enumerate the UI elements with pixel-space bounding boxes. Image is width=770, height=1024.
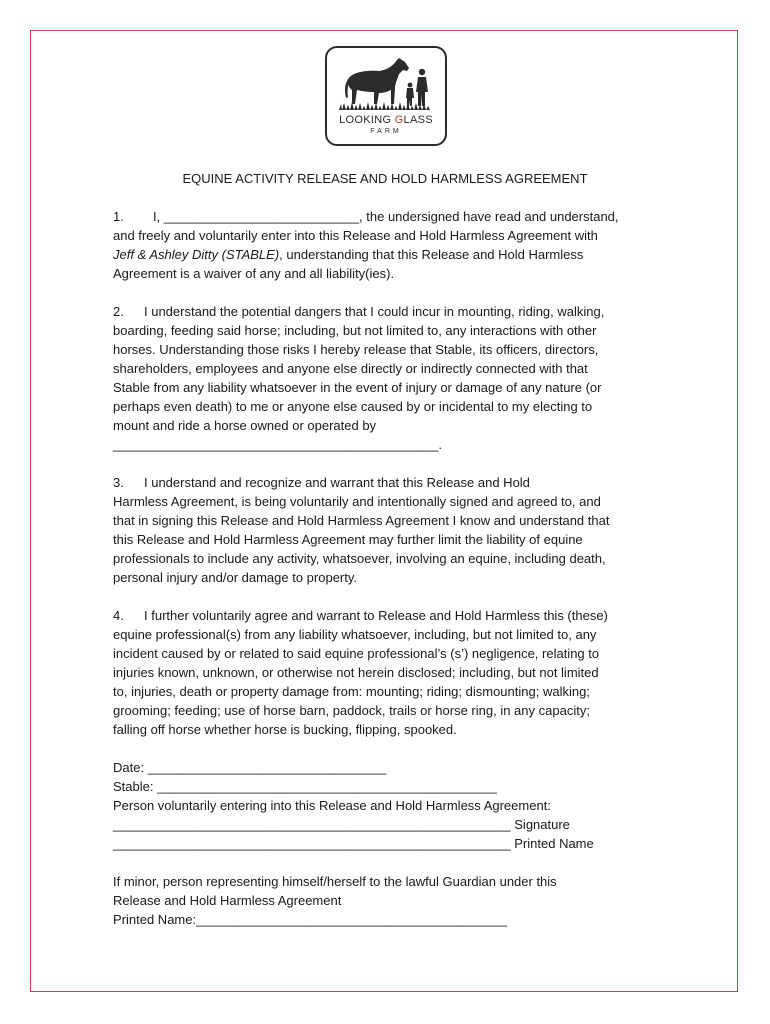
minor-line: If minor, person representing himself/herself to the lawful Guardian under this (113, 874, 557, 889)
section-3-line: Harmless Agreement, is being voluntarily and intentionally signed and agreed to, and (113, 494, 601, 509)
section-3-line: 3. I understand and recognize and warrant that this Release and Hold (113, 475, 530, 490)
section-4-line: to, injuries, death or property damage from: mounting; riding; dismounting; walking; (113, 684, 590, 699)
guardian-printed-name-field[interactable]: Printed Name:___________________________________________ (113, 912, 507, 927)
section-1-line: and freely and voluntarily enter into this Release and Hold Harmless Agreement with (113, 228, 598, 243)
signature-field[interactable]: _______________________________________________________ Signature (113, 817, 570, 832)
logo-wordmark: LOOKING GLASS (339, 114, 433, 126)
section-1 (113, 207, 653, 283)
section-3-line: this Release and Hold Harmless Agreement may further limit the liability of equine (113, 532, 583, 547)
logo-subtitle: FARM (370, 128, 402, 135)
section-2-line: horses. Understanding those risks I hereby release that Stable, its officers, directors, (113, 342, 599, 357)
section-number: 1. (113, 209, 124, 224)
minor-line: Release and Hold Harmless Agreement (113, 893, 342, 908)
minor-section (113, 872, 653, 929)
section-4-line: 4. I further voluntarily agree and warrant to Release and Hold Harmless this (these) (113, 608, 608, 623)
section-4-line: equine professional(s) from any liability whatsoever, including, but not limited to, any (113, 627, 597, 642)
printed-name-field[interactable]: _______________________________________________________ Printed Name (113, 836, 594, 851)
section-4-line: falling off horse whether horse is bucking, flipping, spooked. (113, 722, 457, 737)
person-label: Person voluntarily entering into this Release and Hold Harmless Agreement: (113, 798, 551, 813)
section-4-line: grooming; feeding; use of horse barn, paddock, trails or horse ring, in any capacity; (113, 703, 590, 718)
section-2-line: perhaps even death) to me or anyone else caused by or incidental to my electing to (113, 399, 593, 414)
section-3 (113, 473, 653, 587)
section-2-line: shareholders, employees and anyone else directly or indirectly connected with that (113, 361, 588, 376)
section-3-line: personal injury and/or damage to property. (113, 570, 358, 585)
farm-logo (325, 46, 447, 146)
section-number: 4. (113, 608, 124, 623)
section-4 (113, 606, 653, 739)
stable-field[interactable]: Stable: _______________________________________________ (113, 779, 497, 794)
agreement-body (113, 207, 653, 929)
section-2-line: mount and ride a horse owned or operated by (113, 418, 377, 433)
section-number: 2. (113, 304, 124, 319)
section-1-line: Agreement is a waiver of any and all liability(ies). (113, 266, 395, 281)
section-2-line: 2. I understand the potential dangers that I could incur in mounting, riding, walking, (113, 304, 605, 319)
section-1-line: Jeff & Ashley Ditty (STABLE), understanding that this Release and Hold Harmless (113, 247, 584, 262)
section-1-line: 1. I, ___________________________, the undersigned have read and understand, (113, 209, 619, 224)
section-4-line: incident caused by or related to said equine professional’s (s’) negligence, relating to (113, 646, 600, 661)
section-3-line: that in signing this Release and Hold Harmless Agreement I know and understand that (113, 513, 610, 528)
section-2-line: Stable from any liability whatsoever in the event of injury or damage of any nature (or (113, 380, 602, 395)
document-title: EQUINE ACTIVITY RELEASE AND HOLD HARMLESS AGREEMENT (182, 171, 588, 186)
section-2 (113, 302, 653, 454)
section-2-line: boarding, feeding said horse; including, but not limited to, any interactions with other (113, 323, 597, 338)
section-2-line: _____________________________________________. (113, 437, 442, 452)
section-3-line: professionals to include any activity, whatsoever, involving an equine, including death, (113, 551, 606, 566)
date-field[interactable]: Date: _________________________________ (113, 760, 387, 775)
section-4-line: injuries known, unknown, or otherwise not herein disclosed; including, but not limited (113, 665, 599, 680)
signature-form (113, 758, 653, 853)
section-number: 3. (113, 475, 124, 490)
